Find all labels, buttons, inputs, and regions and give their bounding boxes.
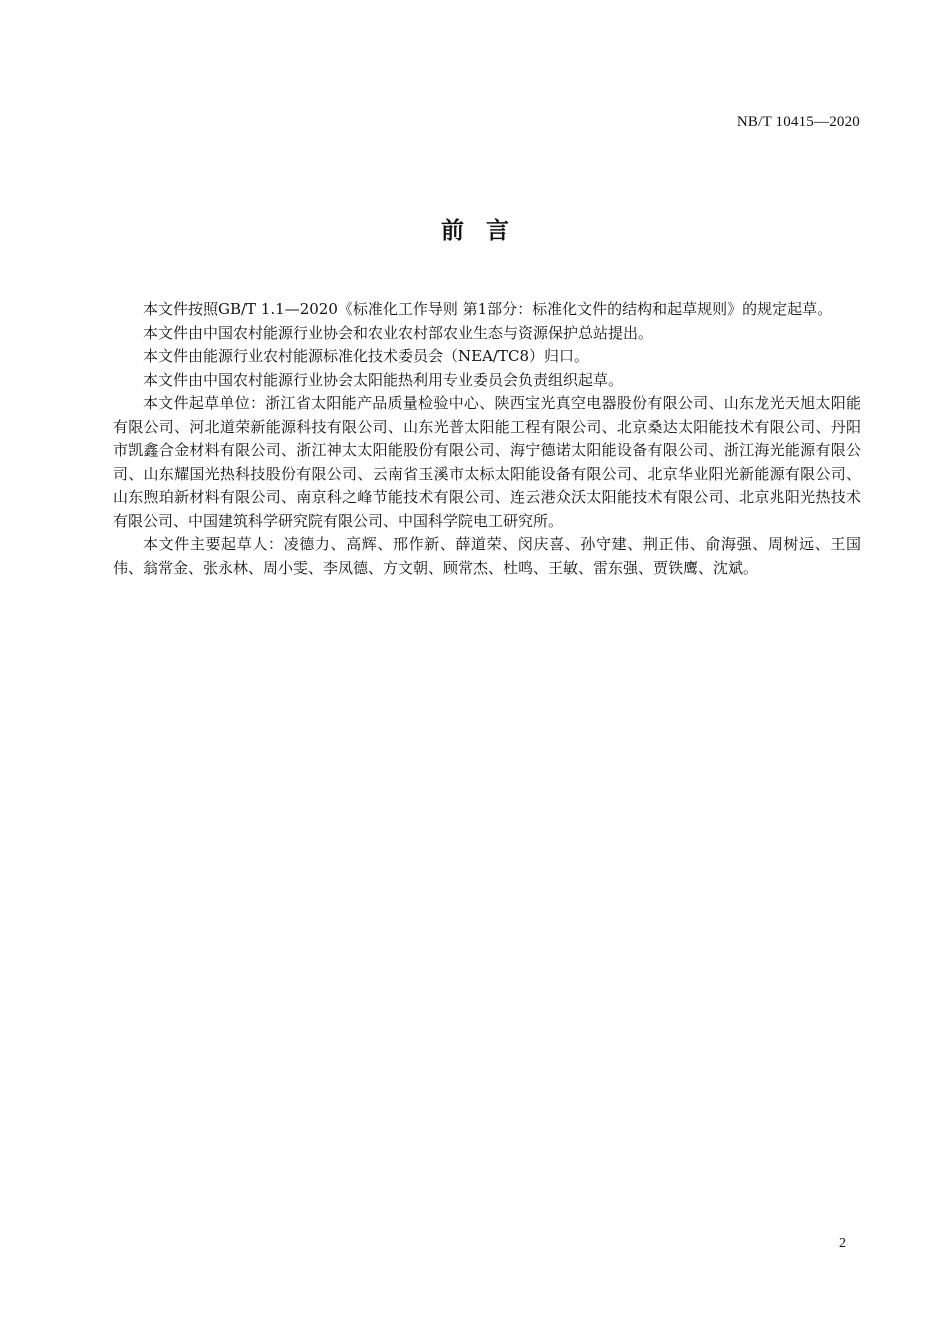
document-number: NB/T 10415—2020: [736, 114, 860, 130]
paragraph-proposed-by: 本文件由中国农村能源行业协会和农业农村部农业生态与资源保护总站提出。: [143, 323, 654, 342]
page-title: 前言: [441, 218, 531, 244]
paragraph-drafting-rules: 本文件按照GB/T 1.1—2020《标准化工作导则 第1部分：标准化文件的结构和起草规则》的规定起草。: [143, 300, 833, 318]
foreword-body: [113, 298, 861, 580]
paragraph-drafting-units: 本文件起草单位：浙江省太阳能产品质量检验中心、陕西宝光真空电器股份有限公司、山东龙光天旭太阳能有限公司、河北道荣新能源科技有限公司、山东光普太阳能工程有限公司、北京桑达太阳能技术有限公司、丹阳市凯鑫合金材料有限公司、浙江神太太阳能股份有限公司、海宁德诺太阳能设备有限公司、浙江海光能源有限公司、山东耀国光热科技股份有限公司、云南省玉溪市太标太阳能设备有限公司、北京华业阳光新能源有限公司、山东煦珀新材料有限公司、南京科之峰节能技术有限公司、连云港众沃太阳能技术有限公司、北京兆阳光热技术有限公司、中国建筑科学研究院有限公司、中国科学院电工研究所。: [113, 394, 861, 530]
paragraph-organized-by: 本文件由中国农村能源行业协会太阳能热利用专业委员会负责组织起草。: [143, 370, 624, 389]
page-number: 2: [839, 1236, 846, 1251]
paragraph-managed-by: 本文件由能源行业农村能源标准化技术委员会（NEA/TC8）归口。: [143, 347, 589, 365]
paragraph-main-drafters: 本文件主要起草人：凌德力、高辉、邢作新、薛道荣、闵庆喜、孙守建、荆正伟、俞海强、周树远、王国伟、翁常金、张永林、周小雯、李凤德、方文朝、顾常杰、杜鸣、王敏、雷东强、贾铁鹰、沈斌。: [113, 535, 861, 577]
